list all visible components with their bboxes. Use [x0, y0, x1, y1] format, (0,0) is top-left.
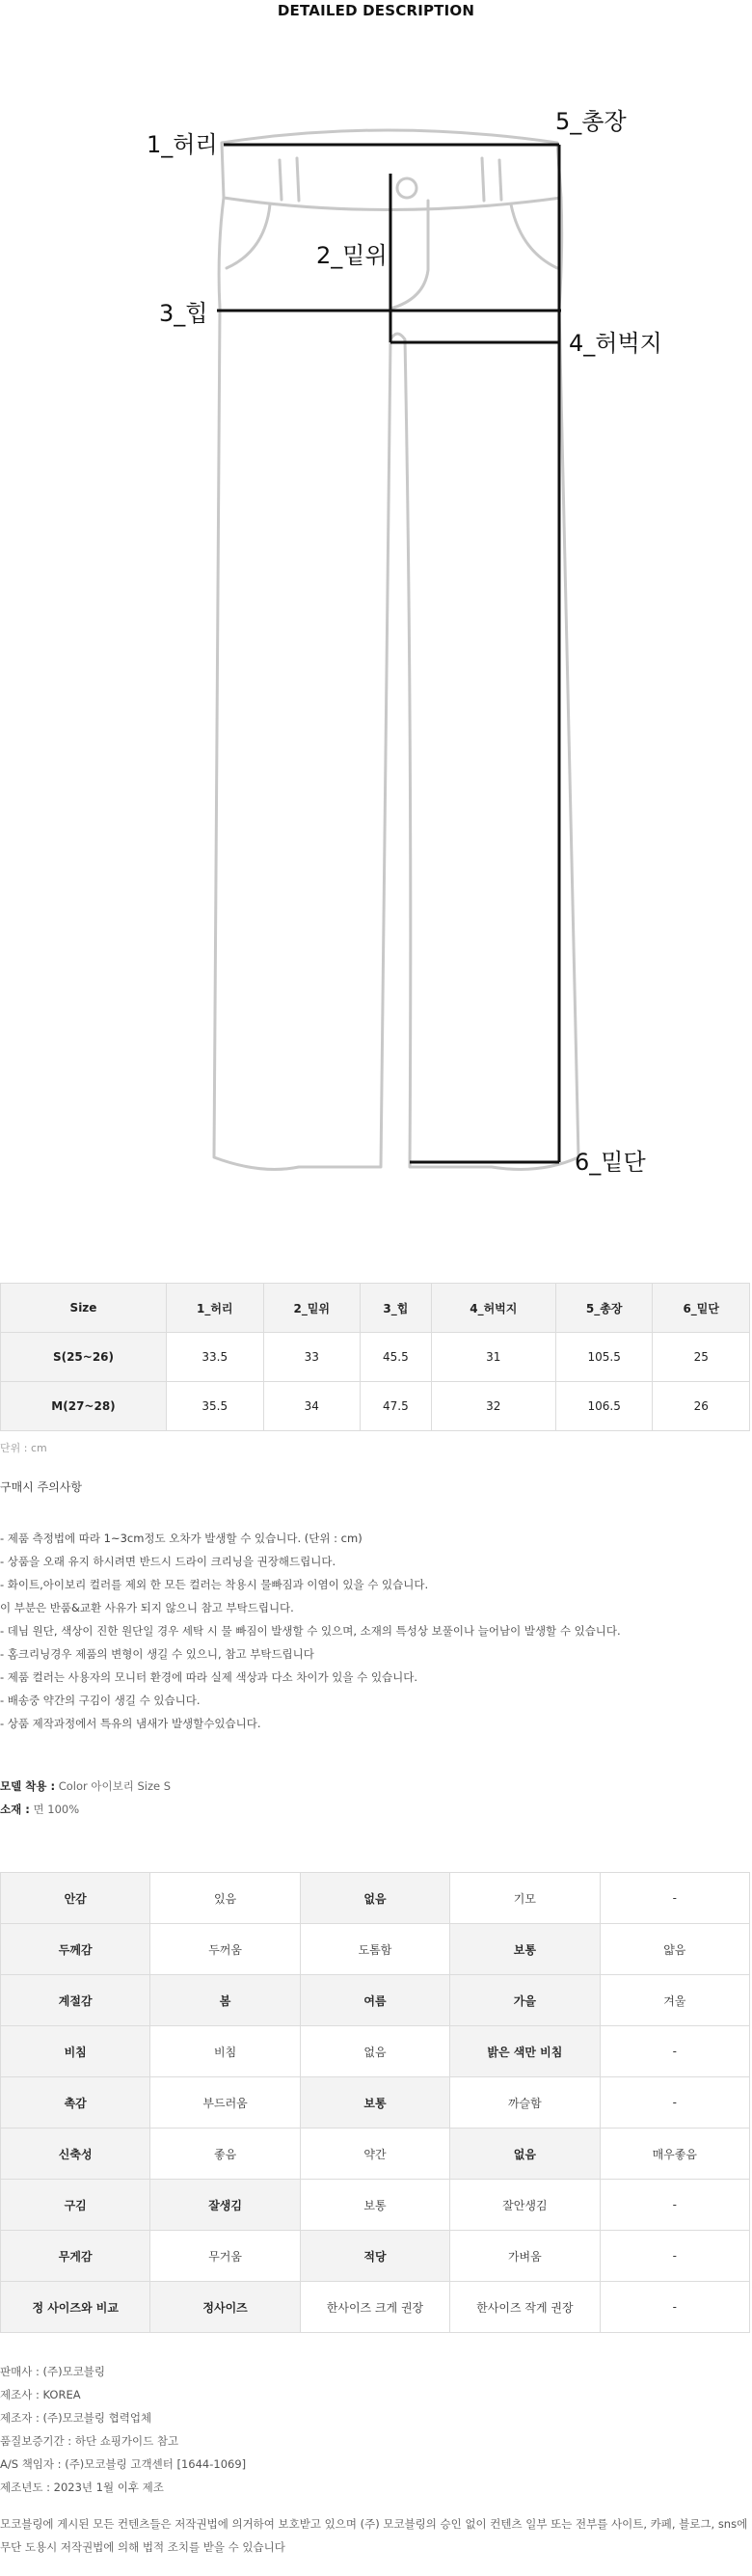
property-name: 무게감 — [1, 2231, 150, 2282]
property-option: 보통 — [450, 1924, 600, 1975]
size-header-row — [1, 1284, 750, 1333]
notice-item: - 상품을 오래 유지 하시려면 반드시 드라이 크리닝을 권장해드립니다. — [0, 1555, 336, 1568]
size-header-cell: 2_밑위 — [263, 1284, 361, 1333]
property-option: 부드러움 — [150, 2077, 300, 2129]
property-name: 정 사이즈와 비교 — [1, 2282, 150, 2333]
property-table — [0, 1872, 750, 2333]
property-option: 밝은 색만 비침 — [450, 2026, 600, 2077]
size-cell: 31 — [431, 1333, 555, 1382]
size-row — [1, 1382, 750, 1431]
notice-item: - 배송중 약간의 구김이 생길 수 있습니다. — [0, 1694, 201, 1707]
info-line: 제조년도 : 2023년 1월 이후 제조 — [0, 2481, 164, 2494]
size-header-cell: 5_총장 — [555, 1284, 653, 1333]
pants-outline — [214, 130, 578, 1169]
info-line: 품질보증기간 : 하단 쇼핑가이드 참고 — [0, 2434, 179, 2448]
property-option: 얇음 — [600, 1924, 749, 1975]
property-option: 보통 — [300, 2077, 449, 2129]
property-name: 두께감 — [1, 1924, 150, 1975]
size-header-cell: 3_힙 — [361, 1284, 432, 1333]
size-cell: M(27~28) — [1, 1382, 167, 1431]
property-option: 기모 — [450, 1873, 600, 1924]
notice-item: 이 부분은 반품&교환 사유가 되지 않으니 참고 부탁드립니다. — [0, 1601, 294, 1614]
property-row — [1, 1975, 750, 2026]
info-line: 제조자 : (주)모코블링 협력업체 — [0, 2411, 152, 2425]
size-header-cell: Size — [1, 1284, 167, 1333]
notice-item: - 제품 측정법에 따라 1~3cm정도 오차가 발생할 수 있습니다. (단위 : cm) — [0, 1532, 363, 1545]
property-row — [1, 2231, 750, 2282]
size-cell: 45.5 — [361, 1333, 432, 1382]
property-option: 없음 — [450, 2129, 600, 2180]
size-header-cell: 4_허벅지 — [431, 1284, 555, 1333]
property-option: 한사이즈 크게 권장 — [300, 2282, 449, 2333]
product-info — [0, 2360, 246, 2499]
model-info — [0, 1775, 171, 1821]
property-option: - — [600, 2026, 749, 2077]
property-option: 적당 — [300, 2231, 449, 2282]
property-row — [1, 2026, 750, 2077]
property-option: - — [600, 2282, 749, 2333]
property-option: 없음 — [300, 2026, 449, 2077]
info-line: 판매사 : (주)모코블링 — [0, 2365, 106, 2378]
notice-list — [0, 1527, 621, 1735]
size-header-cell: 1_허리 — [166, 1284, 263, 1333]
notice-item: - 제품 컬러는 사용자의 모니터 환경에 따라 실제 색상과 다소 차이가 있을 수 있습니다. — [0, 1670, 418, 1684]
property-row — [1, 1873, 750, 1924]
page-title: DETAILED DESCRIPTION — [277, 2, 475, 19]
label-hip: 3_힙 — [159, 300, 208, 327]
property-option: 정사이즈 — [150, 2282, 300, 2333]
size-cell: 105.5 — [555, 1333, 653, 1382]
size-cell: 47.5 — [361, 1382, 432, 1431]
property-row — [1, 2129, 750, 2180]
property-row — [1, 2180, 750, 2231]
copyright-notice — [0, 2512, 750, 2559]
size-cell: 25 — [653, 1333, 750, 1382]
property-option: 비침 — [150, 2026, 300, 2077]
property-option: 도톰함 — [300, 1924, 449, 1975]
model-wear: 모델 착용 : Color 아이보리 Size S — [0, 1779, 172, 1793]
info-line: 제조사 : KOREA — [0, 2388, 81, 2401]
property-row — [1, 2282, 750, 2333]
notice-item: - 데님 원단, 색상이 진한 원단일 경우 세탁 시 물 빠짐이 발생할 수 있으며, 소재의 특성상 보풀이나 늘어남이 발생할 수 있습니다. — [0, 1624, 621, 1638]
property-option: - — [600, 2180, 749, 2231]
notice-title: 구매시 주의사항 — [0, 1480, 82, 1494]
model-material: 소재 : 면 100% — [0, 1803, 80, 1816]
property-option: 겨울 — [600, 1975, 749, 2026]
label-waist: 1_허리 — [147, 131, 218, 158]
property-option: 까슬함 — [450, 2077, 600, 2129]
property-option: 있음 — [150, 1873, 300, 1924]
property-option: 보통 — [300, 2180, 449, 2231]
property-option: 두꺼움 — [150, 1924, 300, 1975]
property-name: 비침 — [1, 2026, 150, 2077]
property-option: 가벼움 — [450, 2231, 600, 2282]
property-option: 좋음 — [150, 2129, 300, 2180]
label-rise: 2_밑위 — [316, 242, 388, 269]
property-name: 안감 — [1, 1873, 150, 1924]
property-option: 가을 — [450, 1975, 600, 2026]
size-cell: 34 — [263, 1382, 361, 1431]
property-row — [1, 1924, 750, 1975]
property-option: 무거움 — [150, 2231, 300, 2282]
label-hem: 6_밑단 — [575, 1149, 646, 1176]
size-cell: 35.5 — [166, 1382, 263, 1431]
size-row — [1, 1333, 750, 1382]
size-cell: 26 — [653, 1382, 750, 1431]
property-option: - — [600, 2231, 749, 2282]
notice-item: - 화이트,아이보리 컬러를 제외 한 모든 컬러는 착용시 물빠짐과 이염이 있을 수 있습니다. — [0, 1578, 429, 1591]
property-name: 구김 — [1, 2180, 150, 2231]
size-cell: S(25~26) — [1, 1333, 167, 1382]
notice-item: - 홈크리닝경우 제품의 변형이 생길 수 있으니, 참고 부탁드립니다 — [0, 1647, 314, 1661]
size-cell: 33 — [263, 1333, 361, 1382]
property-option: - — [600, 2077, 749, 2129]
property-option: 잘안생김 — [450, 2180, 600, 2231]
property-option: 잘생김 — [150, 2180, 300, 2231]
pants-diagram — [0, 96, 752, 1177]
copyright-line: 무단 도용시 저작권법에 의해 법적 조치를 받을 수 있습니다 — [0, 2540, 285, 2554]
property-name: 신축성 — [1, 2129, 150, 2180]
property-option: 약간 — [300, 2129, 449, 2180]
copyright-line: 모코블링에 게시된 모든 컨텐츠들은 저작권법에 의거하여 보호받고 있으며 (주) 모코블링의 승인 없이 컨텐츠 일부 또는 전부를 사이트, 카페, 블로그, sns에 — [0, 2517, 748, 2531]
property-option: 봄 — [150, 1975, 300, 2026]
property-name: 계절감 — [1, 1975, 150, 2026]
property-option: 없음 — [300, 1873, 449, 1924]
size-cell: 32 — [431, 1382, 555, 1431]
property-option: 한사이즈 작게 권장 — [450, 2282, 600, 2333]
property-name: 촉감 — [1, 2077, 150, 2129]
notice-item: - 상품 제작과정에서 특유의 냄새가 발생할수있습니다. — [0, 1717, 261, 1730]
size-table — [0, 1283, 750, 1431]
size-header-cell: 6_밑단 — [653, 1284, 750, 1333]
property-option: - — [600, 1873, 749, 1924]
label-thigh: 4_허벅지 — [569, 330, 662, 357]
property-row — [1, 2077, 750, 2129]
info-line: A/S 책임자 : (주)모코블링 고객센터 [1644-1069] — [0, 2457, 247, 2471]
property-option: 매우좋음 — [600, 2129, 749, 2180]
measure-lines — [217, 145, 561, 1162]
property-option: 여름 — [300, 1975, 449, 2026]
size-cell: 33.5 — [166, 1333, 263, 1382]
unit-note: 단위 : cm — [0, 1442, 47, 1454]
label-length: 5_총장 — [555, 108, 627, 135]
size-cell: 106.5 — [555, 1382, 653, 1431]
